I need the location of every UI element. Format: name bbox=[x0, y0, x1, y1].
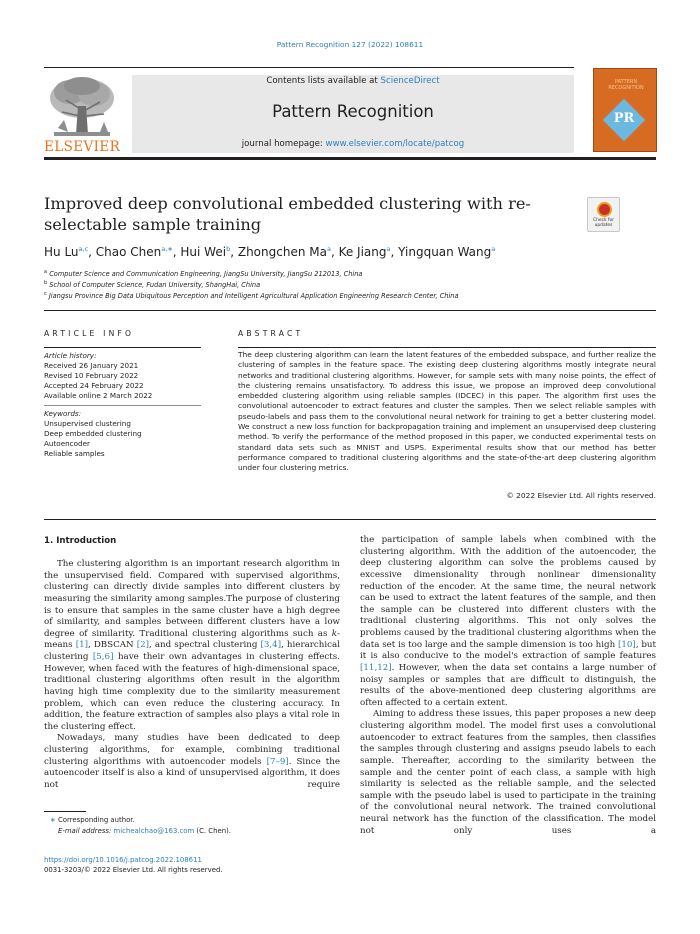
abstract-text: The deep clustering algorithm can learn the latent features of the embedded subspace, and further realize the clustering of samples in the feature space. The existing deep clustering algorithms mostly integrate neural networks and traditional clustering algorithms. However, for sample sets with many noise points, the effect of the clustering remains unsatisfactory. To address this issue, we propose an improved deep convolutional embedded clustering algorithm using reliable samples (IDCEC) in this paper. The algorithm first uses the convolutional autoencoder to extract features and cluster the samples. Then we select reliable samples with pseudo-labels and pass them to the convolutional neural network for training to get a better clustering model. We construct a new loss function for backpropagation training and implement an unsupervised deep clustering method. To verify the performance of the method proposed in this paper, we conducted experimental tests on standard data sets such as MNIST and USPS. Experimental results show that our method has better performance compared to traditional clustering algorithms and the state-of-the-art deep clustering algorithm under four clustering metrics. bbox=[238, 350, 656, 473]
abstract-divider bbox=[238, 347, 656, 348]
section-divider bbox=[44, 310, 656, 311]
author-name[interactable]: Yingquan Wang bbox=[398, 245, 492, 259]
keywords-list bbox=[44, 409, 204, 459]
keyword: Unsupervised clustering bbox=[44, 419, 131, 428]
paragraph-text: -means bbox=[44, 628, 340, 651]
paragraph-text: , DBSCAN bbox=[88, 640, 137, 651]
affiliation-mark: c bbox=[44, 291, 47, 297]
author-name[interactable]: Chao Chen bbox=[95, 245, 162, 259]
section-heading: 1. Introduction bbox=[44, 536, 117, 546]
abstract-heading: ABSTRACT bbox=[238, 329, 304, 338]
email-suffix: (C. Chen). bbox=[194, 826, 231, 835]
reference-link[interactable]: [1] bbox=[75, 640, 88, 651]
affiliation-text: Jiangsu Province Big Data Ubiquitous Perception and Intelligent Agricultural Application Engineering Research Center, China bbox=[48, 292, 459, 301]
homepage-prefix: journal homepage: bbox=[241, 139, 326, 149]
affiliation bbox=[44, 280, 656, 289]
history-item: Accepted 24 February 2022 bbox=[44, 381, 144, 390]
journal-citation-link[interactable]: Pattern Recognition 127 (2022) 108611 bbox=[276, 40, 424, 49]
sciencedirect-link[interactable]: ScienceDirect bbox=[380, 76, 440, 86]
email-link[interactable]: michealchao@163.com bbox=[113, 826, 195, 835]
author-affiliation-mark[interactable]: a,c bbox=[78, 245, 89, 253]
paragraph-text: Nowadays, many studies have been dedicated to deep clustering algorithms, for example, combining traditional clustering algorithms with autoencoder models bbox=[44, 733, 340, 767]
contents-prefix: Contents lists available at bbox=[266, 76, 381, 86]
cover-mark: PR bbox=[613, 111, 635, 126]
body-paragraph bbox=[44, 733, 340, 791]
paragraph-text: , hierarchical clustering bbox=[44, 640, 340, 662]
email-label: E-mail address: bbox=[58, 826, 114, 835]
footnote-divider bbox=[44, 811, 86, 812]
footnote-mark[interactable]: ∗ bbox=[50, 816, 56, 824]
keyword: Deep embedded clustering bbox=[44, 429, 142, 438]
keyword: Autoencoder bbox=[44, 439, 90, 448]
author-affiliation-mark[interactable]: a,∗ bbox=[161, 245, 173, 253]
italic-term: k bbox=[331, 628, 338, 639]
check-for-updates-icon bbox=[597, 202, 612, 217]
affiliation bbox=[44, 269, 656, 278]
affiliation-text: School of Computer Science, Fudan University, ShangHai, China bbox=[49, 281, 261, 290]
author-name[interactable]: Hui Wei bbox=[180, 245, 227, 259]
body-paragraph bbox=[44, 559, 340, 733]
paragraph-text: have their own advantages in clustering effects. However, when faced with the features of high-dimensional space, traditional clustering algorithms often result in the algorithm having high time complexity due to the similarity measurement problem, which can even reduce the clustering accuracy. In addition, the feature extraction of samples also plays a vital role in the clustering effect. bbox=[44, 652, 340, 732]
article-info-heading: ARTICLE INFO bbox=[44, 329, 135, 338]
paragraph-text: The clustering algorithm is an important research algorithm in the unsupervised field. Compared with supervised algorithms, clustering can directly divide samples into different clusters by measuring the similarity among samples.The purpose of clustering is to ensure that samples in the same cluster have a high degree of similarity, and samples between different clusters have a low degree of similarity. Traditional clustering algorithms such as bbox=[44, 559, 340, 639]
body-column-right bbox=[360, 535, 656, 837]
author-name[interactable]: Ke Jiang bbox=[338, 245, 387, 259]
corresponding-author-footnote bbox=[50, 815, 340, 836]
body-paragraph: Aiming to address these issues, this paper proposes a new deep clustering algorithm model. The model first uses a convolutional autoencoder to extract features from the samples, then classifies the samples through clustering and assigns pseudo labels to each sample. Thereafter, according to the similarity between the sample and the center point of each class, a sample with high similarity is selected as the reliable sample, and the selected sample with the pseudo label is used to participate in the training of the convolutional neural network. The trained convolutional neural network has the function of the classification. The model not only uses a bbox=[360, 709, 656, 836]
header-thick-divider bbox=[44, 157, 656, 160]
history-item: Revised 10 February 2022 bbox=[44, 371, 139, 380]
paragraph-text: . Since the autoencoder itself is also a kind of unsupervised algorithm, it does not require bbox=[44, 756, 340, 790]
reference-link[interactable]: [5,6] bbox=[92, 652, 114, 662]
footnote-text: Corresponding author. bbox=[57, 816, 135, 824]
paragraph-text: the participation of sample labels when combined with the clustering algorithm. With the addition of the autoencoder, the deep clustering algorithm can solve the problems caused by excessive dimensionality through nonlinear dimensionality reduction of the encoder. At the same time, the neural network can be used to extract the latent features of the sample, and then the sample can be clustered into different clusters with the traditional clustering algorithms. This not only solves the problems caused by the traditional clustering algorithms when the data set is too large and the sample dimension is too high bbox=[360, 535, 656, 650]
reference-link[interactable]: [2] bbox=[136, 640, 150, 651]
issn-copyright: 0031-3203/© 2022 Elsevier Ltd. All rights reserved. bbox=[44, 866, 223, 874]
history-label: Article history: bbox=[44, 351, 97, 360]
reference-link[interactable]: [7–9] bbox=[266, 756, 289, 767]
history-item: Received 26 January 2021 bbox=[44, 361, 139, 370]
author-list: Hu Lu$^{a,c}$, Chao Chen$^{a,∗}$, Hui Wei$^b$, Zhongchen Ma$^a$, Ke Jiang$^a$, Yingquan Wang$^a$ bbox=[44, 245, 496, 259]
author-name[interactable]: Hu Lu bbox=[44, 245, 79, 259]
reference-link[interactable]: [10] bbox=[617, 639, 636, 650]
paragraph-text: . However, when the data set contains a large number of noisy samples or samples that are difficult to distinguish, the results of the above-mentioned deep clustering algorithms are often affected to a certain extent. bbox=[360, 662, 656, 708]
paragraph-text: , but it is also conducive to the model's extraction of sample features bbox=[360, 639, 657, 662]
doi-link[interactable]: https://doi.org/10.1016/j.patcog.2022.108611 bbox=[44, 856, 202, 864]
body-column-left bbox=[44, 559, 340, 792]
article-title: Improved deep convolutional embedded clustering with re-selectable sample training bbox=[44, 194, 531, 234]
history-item: Available online 2 March 2022 bbox=[44, 391, 153, 400]
affiliation-mark: a bbox=[44, 269, 48, 275]
article-info-divider bbox=[44, 347, 201, 348]
author-affiliation-mark[interactable]: b bbox=[226, 245, 231, 253]
keywords-divider bbox=[44, 405, 201, 406]
homepage-line bbox=[132, 139, 574, 149]
affiliation bbox=[44, 291, 656, 300]
check-for-updates-label: Check for updates bbox=[593, 218, 614, 228]
author-affiliation-mark[interactable]: a bbox=[326, 245, 331, 253]
abstract-copyright: © 2022 Elsevier Ltd. All rights reserved. bbox=[506, 491, 656, 500]
affiliation-mark: b bbox=[44, 280, 48, 286]
reference-link[interactable]: [11,12] bbox=[360, 662, 392, 673]
author-affiliation-mark[interactable]: a bbox=[491, 245, 496, 253]
body-paragraph bbox=[360, 535, 656, 709]
check-for-updates-button[interactable] bbox=[587, 197, 620, 232]
paragraph-text: , and spectral clustering bbox=[149, 640, 261, 651]
affiliation-text: Computer Science and Communication Engineering, JiangSu University, JiangSu 212013, China bbox=[49, 270, 363, 279]
author-name[interactable]: Zhongchen Ma bbox=[237, 245, 327, 259]
publisher-wordmark[interactable]: ELSEVIER bbox=[44, 139, 121, 155]
contents-line bbox=[132, 76, 574, 86]
footnote-line bbox=[50, 815, 340, 826]
journal-title[interactable]: Pattern Recognition bbox=[272, 102, 434, 121]
footnote-line bbox=[50, 826, 340, 837]
journal-cover-image-icon[interactable] bbox=[593, 68, 657, 152]
article-history bbox=[44, 351, 204, 401]
author-affiliation-mark[interactable]: a bbox=[386, 245, 391, 253]
reference-link[interactable]: [3,4] bbox=[260, 640, 282, 651]
cover-title: PATTERN RECOGNITION bbox=[608, 79, 644, 91]
keyword: Reliable samples bbox=[44, 449, 105, 458]
homepage-link[interactable]: www.elsevier.com/locate/patcog bbox=[325, 139, 465, 149]
header-divider bbox=[44, 67, 574, 68]
keywords-label: Keywords: bbox=[44, 409, 82, 418]
section-divider bbox=[44, 519, 656, 520]
